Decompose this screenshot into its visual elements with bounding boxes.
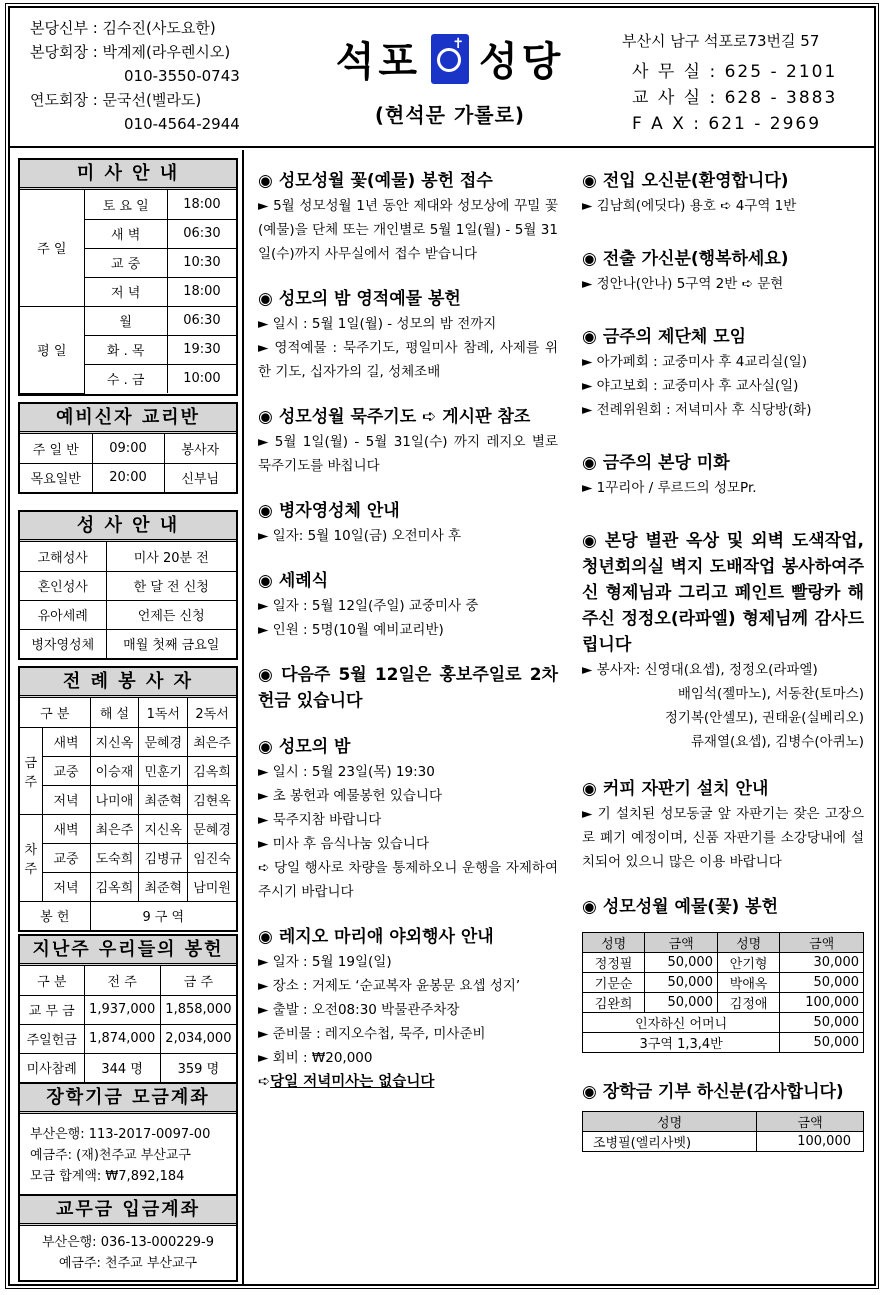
article-title: 전입 오신분(환영합니다) [602, 171, 789, 191]
sacrament-info: 매월 첫째 금요일 [106, 629, 236, 658]
sacraments-box [18, 510, 238, 660]
left-sidebar [10, 150, 244, 1286]
mass-time: 10:30 [167, 248, 236, 277]
volunteer-names: 배임석(젤마노), 서동찬(토마스) [677, 686, 864, 702]
article-title: 성모성월 묵주기도 ➪ 게시판 참조 [278, 407, 531, 427]
article-line: ► 김남희(에딧다) 용호 ➪ 4구역 1반 [582, 198, 797, 214]
next-week-label: 차주 [20, 814, 42, 901]
col-header: 구 분 [20, 698, 90, 727]
article-second-collection [258, 662, 558, 714]
bank-account: 부산은행: 036-13-000229-9 [41, 1235, 215, 1250]
offering-type: 미사참례 [20, 1053, 84, 1082]
donation-amount: 50,000 [780, 1033, 864, 1053]
scholarship-account-info [20, 1114, 236, 1197]
col-header: 금액 [780, 933, 864, 953]
commentator: 이승재 [90, 756, 139, 785]
class-time: 20:00 [92, 463, 164, 492]
article-line: ► 1꾸리아 / 루르드의 성모Pr. [582, 480, 757, 496]
offering-type: 주일헌금 [20, 1024, 84, 1053]
commentator: 최은주 [90, 814, 139, 843]
mass-name: 저 녁 [84, 277, 167, 306]
prev-week-amount: 344 명 [84, 1053, 160, 1082]
office-phone: 사 무 실 : 625 - 2101 [632, 62, 838, 82]
middle-column [258, 168, 558, 1114]
prev-week-amount: 1,874,000 [84, 1024, 160, 1053]
commentator: 지신옥 [90, 727, 139, 756]
no-evening-mass-note: 당일 저녁미사는 없습니다 [270, 1074, 435, 1090]
sacrament-name: 고해성사 [20, 542, 106, 571]
this-week-amount: 2,034,000 [160, 1024, 236, 1053]
article-line: ► 미사 후 음식나눔 있습니다 [258, 836, 429, 852]
total-raised: 모금 합계액: ₩7,892,184 [30, 1169, 185, 1184]
article-coffee-machine [582, 776, 864, 874]
donor-name: 김정애 [717, 993, 779, 1013]
sacrament-info: 언제든 신청 [106, 600, 236, 629]
reader1: 김병규 [139, 843, 188, 872]
donation-amount: 50,000 [780, 973, 864, 993]
offering-label: 봉 헌 [20, 901, 90, 930]
article-line: ► 영적예물 : 묵주기도, 평일미사 참례, 사제를 위한 기도, 십자가의 길, 성체조배 [258, 340, 558, 380]
article-thanks-volunteers [582, 528, 864, 754]
mass-name: 교 중 [84, 248, 167, 277]
volunteer-names: 정기복(안셀모), 권태윤(실베리오) [664, 710, 864, 726]
article-cleaning [582, 450, 864, 500]
class-time: 09:00 [92, 434, 164, 463]
target-bullet-icon: ◉ [258, 927, 273, 947]
parish-logo-icon: ✝ [431, 34, 469, 84]
col-header: 성명 [717, 933, 779, 953]
class-teacher: 신부님 [164, 463, 236, 492]
article-line: ► 5월 성모성월 1년 동안 제대와 성모상에 꾸밀 꽃(예물)을 단체 또는 개인별로 5월 1일(월) - 5월 31일(수)까지 사무실에서 접수 받습니다 [258, 198, 558, 262]
offering-value: 9 구 역 [90, 901, 236, 930]
donation-amount: 50,000 [780, 1013, 864, 1033]
class-teacher: 봉사자 [164, 434, 236, 463]
patron-subtitle: (현석문 가롤로) [374, 103, 526, 127]
catechumen-table [20, 434, 236, 492]
address: 부산시 남구 석포로73번길 57 [622, 32, 820, 50]
slot: 새벽 [42, 814, 90, 843]
donor-name: 안기형 [717, 953, 779, 973]
article-scholarship-donors [582, 1079, 864, 1152]
account-holder: 예금주: (재)천주교 부산교구 [30, 1148, 191, 1163]
article-line: ➪ 당일 행사로 차량을 통제하오니 운행을 자제하여 주시기 바랍니다 [258, 860, 558, 900]
this-week-amount: 359 명 [160, 1053, 236, 1082]
article-baptism [258, 568, 558, 642]
col-header: 금액 [645, 933, 718, 953]
article-line: ► 정안나(안나) 5구역 2반 ➪ 문현 [582, 276, 784, 292]
col-header: 구 분 [20, 966, 84, 995]
offerings-table [20, 966, 236, 1082]
commentator: 나미애 [90, 785, 139, 814]
mass-time: 06:30 [167, 219, 236, 248]
sacrament-name: 혼인성사 [20, 571, 106, 600]
commentator: 도숙희 [90, 843, 139, 872]
slot: 새벽 [42, 727, 90, 756]
church-title [315, 30, 585, 128]
class-name: 주 일 반 [20, 434, 92, 463]
funeral-chair-phone: 010-4564-2944 [124, 115, 240, 133]
offerings-box [18, 934, 238, 1084]
article-line: ► 일자 : 5월 12일(주일) 교중미사 중 [258, 598, 479, 614]
reader1: 최준혁 [139, 785, 188, 814]
mass-time: 10:00 [167, 364, 236, 393]
donation-amount: 50,000 [645, 953, 718, 973]
reader2: 남미원 [188, 872, 236, 901]
sacrament-info: 한 달 전 신청 [106, 571, 236, 600]
reader2: 김현옥 [188, 785, 236, 814]
fax-number: F A X : 621 - 2969 [632, 114, 822, 134]
article-title: 병자영성체 안내 [278, 501, 400, 521]
church-account-title: 교무금 입금계좌 [20, 1196, 236, 1226]
bulletin-header [10, 8, 874, 148]
liturgy-title: 전 례 봉 사 자 [20, 668, 236, 698]
church-account-info [20, 1226, 236, 1280]
mass-schedule-box [18, 158, 238, 396]
article-legio-outing [258, 924, 558, 1094]
col-header: 2독서 [188, 698, 236, 727]
mass-schedule-title: 미 사 안 내 [20, 160, 236, 190]
article-title: 금주의 제단체 모임 [602, 327, 747, 347]
col-header: 해 설 [90, 698, 139, 727]
article-new-members [582, 168, 864, 218]
article-title: 본당 별관 옥상 및 외벽 도색작업, 청년회의실 벽지 도배작업 봉사하여주신 형제님과 그리고 페인트 빨랑카 해주신 정정오(라파엘) 형제님께 감사드립니다 [582, 531, 864, 655]
article-line: ► 장소 : 거제도 ‘순교복자 윤봉문 요셉 성지’ [258, 978, 521, 994]
article-line: ► 일자: 5월 10일(금) 오전미사 후 [258, 528, 462, 544]
mass-name: 월 [84, 306, 167, 335]
target-bullet-icon: ◉ [258, 289, 273, 309]
col-header: 전 주 [84, 966, 160, 995]
scholarship-account-box [18, 1082, 238, 1199]
article-line: ► 일시 : 5월 23일(목) 19:30 [258, 764, 435, 780]
article-title: 커피 자판기 설치 안내 [602, 779, 769, 799]
sacraments-table [20, 542, 236, 658]
mass-time: 06:30 [167, 306, 236, 335]
reader1: 최준혁 [139, 872, 188, 901]
article-line: ► 봉사자: 신영대(요셉), 정정오(라파엘) [582, 662, 818, 678]
col-header: 금 주 [160, 966, 236, 995]
parish-staff [30, 16, 240, 136]
col-header: 금액 [757, 1112, 864, 1132]
article-line: ► 준비물 : 레지오수첩, 묵주, 미사준비 [258, 1026, 486, 1042]
contact-info [622, 30, 837, 137]
mass-name: 수 . 금 [84, 364, 167, 393]
catechumen-box [18, 402, 238, 494]
catechumen-title: 예비신자 교리반 [20, 404, 236, 434]
target-bullet-icon: ◉ [258, 737, 273, 757]
donation-amount: 50,000 [645, 993, 718, 1013]
donation-amount: 100,000 [780, 993, 864, 1013]
pastor: 본당신부 : 김수진(사도요한) [30, 19, 216, 37]
president-phone: 010-3550-0743 [124, 67, 240, 85]
sacrament-name: 병자영성체 [20, 629, 106, 658]
article-line: ► 야고보회 : 교중미사 후 교사실(일) [582, 378, 799, 394]
donor-name: 인자하신 어머니 [583, 1013, 780, 1033]
col-header: 1독서 [139, 698, 188, 727]
article-rosary [258, 404, 558, 478]
slot: 저녁 [42, 785, 90, 814]
target-bullet-icon: ◉ [258, 171, 273, 191]
reader1: 민훈기 [139, 756, 188, 785]
donation-amount: 50,000 [645, 973, 718, 993]
offering-type: 교 무 금 [20, 995, 84, 1024]
this-week-amount: 1,858,000 [160, 995, 236, 1024]
mass-time: 19:30 [167, 335, 236, 364]
article-line: ► 일시 : 5월 1일(월) - 성모의 밤 전까지 [258, 316, 497, 332]
this-week-label: 금주 [20, 727, 42, 814]
article-title: 세례식 [278, 571, 329, 591]
article-marian-night [258, 734, 558, 904]
target-bullet-icon: ◉ [582, 1082, 597, 1102]
mass-schedule-table [20, 190, 236, 394]
bulletin-page [8, 6, 876, 1286]
sacrament-info: 미사 20분 전 [106, 542, 236, 571]
article-flower-offering [258, 168, 558, 266]
article-title: 금주의 본당 미화 [602, 453, 730, 473]
mass-time: 18:00 [167, 277, 236, 306]
donor-name: 정정필 [583, 953, 645, 973]
sacraments-title: 성 사 안 내 [20, 512, 236, 542]
article-line: ► 전례위원회 : 저녁미사 후 식당방(화) [582, 402, 812, 418]
mass-time: 18:00 [167, 190, 236, 219]
donor-name: 기문순 [583, 973, 645, 993]
article-moved-out [582, 246, 864, 296]
article-line: ► 회비 : ₩20,000 [258, 1050, 373, 1066]
donation-amount: 30,000 [780, 953, 864, 973]
col-header: 성명 [583, 933, 645, 953]
donor-name: 조병필(엘리사벳) [583, 1132, 757, 1152]
target-bullet-icon: ◉ [258, 571, 273, 591]
donor-name: 3구역 1,3,4반 [583, 1033, 780, 1053]
account-holder: 예금주: 천주교 부산교구 [58, 1256, 198, 1271]
article-title: 성모성월 예물(꽃) 봉헌 [602, 897, 779, 917]
article-title: 다음주 5월 12일은 홍보주일로 2차 헌금 있습니다 [258, 665, 558, 711]
scholarship-account-title: 장학기금 모금계좌 [20, 1084, 236, 1114]
reader1: 지신옥 [139, 814, 188, 843]
class-name: 목요일반 [20, 463, 92, 492]
article-title: 레지오 마리애 야외행사 안내 [278, 927, 494, 947]
article-line: ► 인원 : 5명(10월 예비교리반) [258, 622, 444, 638]
article-line: ► 일자 : 5월 19일(일) [258, 954, 392, 970]
liturgy-table [20, 698, 236, 930]
liturgy-ministers-box [18, 666, 238, 932]
reader2: 김옥희 [188, 756, 236, 785]
target-bullet-icon: ◉ [582, 327, 597, 347]
article-title: 성모성월 꽃(예물) 봉헌 접수 [278, 171, 493, 191]
flower-donation-table [582, 932, 864, 1053]
donor-name: 박애옥 [717, 973, 779, 993]
col-header: 성명 [583, 1112, 757, 1132]
prev-week-amount: 1,937,000 [84, 995, 160, 1024]
donor-name: 김완희 [583, 993, 645, 1013]
funeral-chair: 연도회장 : 문국선(벨라도) [30, 91, 202, 109]
article-line: ► 기 설치된 성모동굴 앞 자판기는 잦은 고장으로 폐기 예정이며, 신품 자판기를 소강당내에 설치되어 있으니 많은 이용 바랍니다 [582, 806, 864, 870]
right-column [582, 168, 864, 1172]
teacher-room-phone: 교 사 실 : 628 - 3883 [632, 88, 838, 108]
article-line: ► 아가페회 : 교중미사 후 4교리실(일) [582, 354, 808, 370]
reader2: 문혜경 [188, 814, 236, 843]
article-group-meetings [582, 324, 864, 422]
title-left: 석포 [335, 39, 421, 85]
slot: 교중 [42, 843, 90, 872]
article-title: 전출 가신분(행복하세요) [602, 249, 789, 269]
reader1: 문혜경 [139, 727, 188, 756]
target-bullet-icon: ◉ [258, 407, 273, 427]
article-spiritual-offering [258, 286, 558, 384]
president: 본당회장 : 박계제(라우렌시오) [30, 43, 231, 61]
reader2: 최은주 [188, 727, 236, 756]
target-bullet-icon: ◉ [582, 453, 597, 473]
bank-account: 부산은행: 113-2017-0097-00 [30, 1127, 211, 1142]
target-bullet-icon: ◉ [582, 171, 597, 191]
target-bullet-icon: ◉ [258, 501, 273, 521]
mass-name: 새 벽 [84, 219, 167, 248]
article-title: 성모의 밤 영적예물 봉헌 [278, 289, 461, 309]
article-line: ► 초 봉헌과 예물봉헌 있습니다 [258, 788, 443, 804]
article-flower-donations [582, 894, 864, 1053]
reader2: 임진숙 [188, 843, 236, 872]
slot: 저녁 [42, 872, 90, 901]
donation-amount: 100,000 [757, 1132, 864, 1152]
article-line: ► 묵주지참 바랍니다 [258, 812, 382, 828]
sacrament-name: 유아세례 [20, 600, 106, 629]
slot: 교중 [42, 756, 90, 785]
offerings-title: 지난주 우리들의 봉헌 [20, 936, 236, 966]
scholarship-donation-table [582, 1111, 864, 1152]
volunteer-names: 류재열(요셉), 김병수(아퀴노) [690, 734, 864, 750]
sunday-label: 주 일 [20, 190, 84, 306]
arrow-icon: ➪ [258, 1074, 271, 1090]
target-bullet-icon: ◉ [582, 897, 597, 917]
article-line: ► 5월 1일(월) - 5월 31일(수) 까지 레지오 별로 묵주기도를 바칩니다 [258, 434, 558, 474]
article-title: 성모의 밤 [278, 737, 351, 757]
article-sick-communion [258, 498, 558, 548]
commentator: 김옥희 [90, 872, 139, 901]
church-account-box [18, 1194, 238, 1282]
article-title: 장학금 기부 하신분(감사합니다) [602, 1082, 844, 1102]
target-bullet-icon: ◉ [582, 779, 597, 799]
target-bullet-icon: ◉ [258, 665, 276, 685]
weekday-label: 평 일 [20, 306, 84, 393]
target-bullet-icon: ◉ [582, 249, 597, 269]
mass-name: 화 . 목 [84, 335, 167, 364]
target-bullet-icon: ◉ [582, 531, 599, 551]
mass-name: 토 요 일 [84, 190, 167, 219]
article-line: ► 출발 : 오전08:30 박물관주차장 [258, 1002, 460, 1018]
title-right: 성당 [479, 39, 565, 85]
